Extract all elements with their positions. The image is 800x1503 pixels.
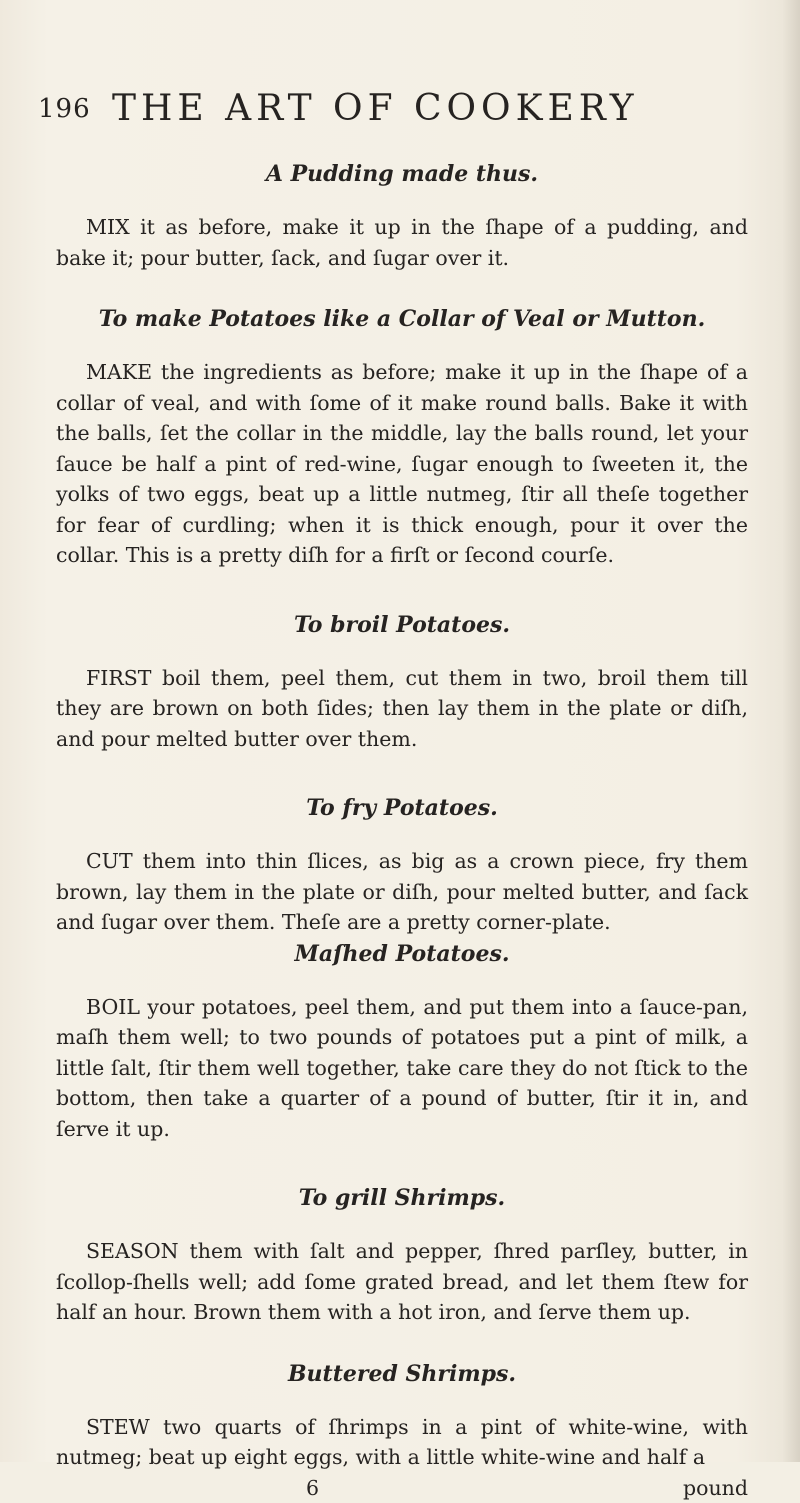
section-body: SEASON them with ſalt and pepper, ſhred parſley, butter, in ſcollop-ſhells well; add ſome grated bread, and let them ſtew for half an hour. Brown them with a hot iron, and ſerve them up.	[56, 1239, 748, 1324]
section-body: CUT them into thin ſlices, as big as a crown piece, fry them brown, lay them in the plate or diſh, pour melted butter, and ſack and ſugar over them. Theſe are a pretty corner-plate.	[56, 849, 748, 934]
section-heading: To make Potatoes like a Collar of Veal or Mutton.	[98, 306, 706, 332]
recipe-fry-potatoes	[56, 792, 748, 938]
page-number: 196	[38, 94, 91, 124]
section-heading: Buttered Shrimps.	[287, 1360, 517, 1387]
section-heading: Maſhed Potatoes.	[294, 940, 510, 967]
section-body: MAKE the ingredients as before; make it up in the ſhape of a collar of veal, and with ſome of it make round balls. Bake it with the balls, ſet the collar in the middle, lay the balls round, let your ſauce be half a pint of red-wine, ſugar enough to ſweeten it, the yolks of two eggs, beat up a little nutmeg, ſtir all theſe together for fear of curdling; when it is thick enough, pour it over the collar. This is a pretty diſh for a firſt or ſecond courſe.	[56, 360, 748, 567]
running-head: THE ART OF COOKERY	[112, 88, 639, 129]
section-heading: To grill Shrimps.	[298, 1185, 506, 1211]
recipe-pudding	[56, 158, 748, 273]
section-body: MIX it as before, make it up in the ſhape of a pudding, and bake it; pour butter, ſack, and ſugar over it.	[56, 215, 748, 270]
page-edge-shadow	[782, 0, 800, 1462]
page-content	[56, 158, 748, 1503]
page-header	[38, 88, 758, 128]
section-body: FIRST boil them, peel them, cut them in two, broil them till they are brown on both ſides; then lay them in the plate or diſh, and pour melted butter over them.	[56, 665, 748, 751]
signature-mark: 6	[306, 1475, 320, 1500]
catchword: pound	[683, 1475, 748, 1500]
page-footer	[56, 1473, 748, 1503]
recipe-buttered-shrimps	[56, 1358, 748, 1473]
section-heading: To fry Potatoes.	[306, 795, 498, 821]
recipe-potatoes-collar	[56, 303, 748, 571]
section-body: BOIL your potatoes, peel them, and put them into a ſauce-pan, maſh them well; to two pounds of potatoes put a pint of milk, a little ſalt, ſtir them well together, take care they do not ſtick to the bottom, then take a quarter of a pound of butter, ſtir it in, and ſerve it up.	[56, 994, 748, 1141]
section-body: STEW two quarts of ſhrimps in a pint of white-wine, with nutmeg; beat up eight eggs, with a little white-wine and half a	[56, 1414, 748, 1469]
recipe-broil-potatoes	[56, 609, 748, 755]
recipe-mashed-potatoes	[56, 938, 748, 1145]
section-heading: A Pudding made thus.	[265, 161, 539, 187]
section-heading: To broil Potatoes.	[293, 611, 511, 638]
recipe-grill-shrimps	[56, 1182, 748, 1328]
